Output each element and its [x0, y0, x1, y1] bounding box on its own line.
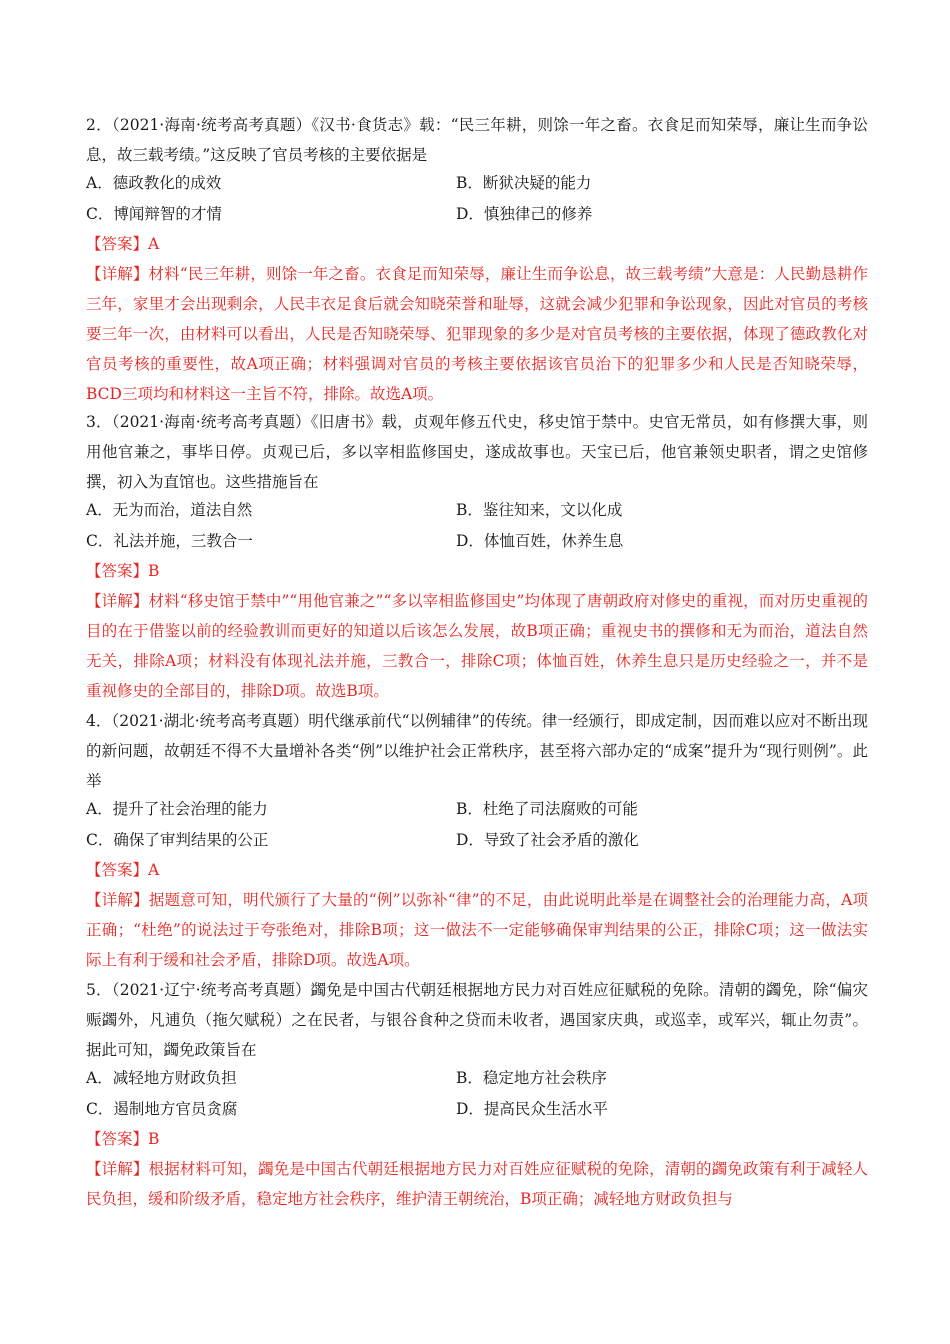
question-2-option-a: A．德政教化的成效: [86, 174, 222, 192]
question-3-explanation: 【详解】材料“移史馆于禁中”“用他官兼之”“多以宰相监修国史”均体现了唐朝政府对修史的重视，而对历史重视的目的在于借鉴以前的经验教训而更好的知道以后该怎么发展，故B项正确；重视史书的撰修和无为而治，道法自然无关，排除A项；材料没有体现礼法并施，三教合一，排除C项；体恤百姓，休养生息只是历史经验之一，并不是重视修史的全部目的，排除D项。故选B项。: [86, 592, 868, 700]
question-2-option-c: C．博闻辩智的才情: [86, 204, 222, 223]
question-5-option-c: C．遏制地方官员贪腐: [86, 1099, 238, 1118]
question-2-answer: 【答案】A: [86, 235, 160, 253]
question-5-option-d: D．提高民众生活水平: [456, 1099, 608, 1118]
question-5-option-b: B．稳定地方社会秩序: [456, 1069, 607, 1087]
question-5-explanation: 【详解】根据材料可知，蠲免是中国古代朝廷根据地方民力对百姓应征赋税的免除，清朝的蠲免政策有利于减轻人民负担，缓和阶级矛盾，稳定地方社会秩序，维护清王朝统治，B项正确；减轻地方财政负担与: [86, 1160, 868, 1208]
question-3-answer: 【答案】B: [86, 562, 160, 580]
question-3-option-a: A．无为而治，道法自然: [86, 501, 253, 519]
question-2-explanation: 【详解】材料“民三年耕，则馀一年之畜。衣食足而知荣辱，廉让生而争讼息，故三载考绩”大意是：人民勤恳耕作三年，家里才会出现剩余，人民丰衣足食后就会知晓荣誉和耻辱，这就会减少犯罪和争讼现象，因此对官员的考核要三年一次，由材料可以看出，人民是否知晓荣辱、犯罪现象的多少是对官员考核的主要依据，体现了德政教化对官员考核的重要性，故A项正确；材料强调对官员的考核主要依据该官员治下的犯罪多少和人民是否知晓荣辱，BCD三项均和材料这一主旨不符，排除。故选A项。: [86, 265, 868, 403]
question-2-options: [86, 168, 868, 229]
question-4-option-a: A．提升了社会治理的能力: [86, 800, 268, 818]
question-5-stem: 5．（2021·辽宁·统考高考真题）蠲免是中国古代朝廷根据地方民力对百姓应征赋税的免除。清朝的蠲免，除“偏灾赈蠲外，凡逋负（拖欠赋税）之在民者，与银谷食种之贷而未收者，遇国家庆典，或巡幸，或军兴，辄止勿责”。据此可知，蠲免政策旨在: [86, 981, 868, 1059]
question-3-option-c: C．礼法并施，三教合一: [86, 531, 253, 550]
question-4-option-d: D．导致了社会矛盾的激化: [456, 830, 639, 849]
question-2-option-b: B．断狱决疑的能力: [456, 174, 592, 192]
question-4-option-c: C．确保了审判结果的公正: [86, 830, 269, 849]
question-2-option-d: D．慎独律己的修养: [456, 204, 593, 223]
question-3-option-d: D．体恤百姓，休养生息: [456, 531, 624, 550]
question-4-options: [86, 794, 868, 855]
question-3-option-b: B．鉴往知来，文以化成: [456, 501, 623, 519]
question-5-option-a: A．减轻地方财政负担: [86, 1069, 237, 1087]
question-3-options: [86, 495, 868, 556]
question-4-stem: 4．（2021·湖北·统考高考真题）明代继承前代“以例辅律”的传统。律一经颁行，即成定制，因而难以应对不断出现的新问题，故朝廷不得不大量增补各类“例”以维护社会正常秩序，甚至将六部办定的“成案”提升为“现行则例”。此举: [86, 712, 868, 790]
question-5-options: [86, 1063, 868, 1124]
question-3-stem: 3．（2021·海南·统考高考真题）《旧唐书》载，贞观年修五代史，移史馆于禁中。史官无常员，如有修撰大事，则用他官兼之，事毕日停。贞观已后，多以宰相监修国史，遂成故事也。天宝已后，他官兼领史职者，谓之史馆修撰，初入为直馆也。这些措施旨在: [86, 413, 868, 491]
question-4-answer: 【答案】A: [86, 861, 160, 879]
question-4-explanation: 【详解】据题意可知，明代颁行了大量的“例”以弥补“律”的不足，由此说明此举是在调整社会的治理能力高，A项正确；“杜绝”的说法过于夸张绝对，排除B项；这一做法不一定能够确保审判结果的公正，排除C项；这一做法实际上有利于缓和社会矛盾，排除D项。故选A项。: [86, 891, 868, 969]
question-2-stem: 2．（2021·海南·统考高考真题）《汉书·食货志》载：“民三年耕，则馀一年之畜。衣食足而知荣辱，廉让生而争讼息，故三载考绩。”这反映了官员考核的主要依据是: [86, 116, 868, 164]
question-5-answer: 【答案】B: [86, 1130, 160, 1148]
question-4-option-b: B．杜绝了司法腐败的可能: [456, 800, 638, 818]
